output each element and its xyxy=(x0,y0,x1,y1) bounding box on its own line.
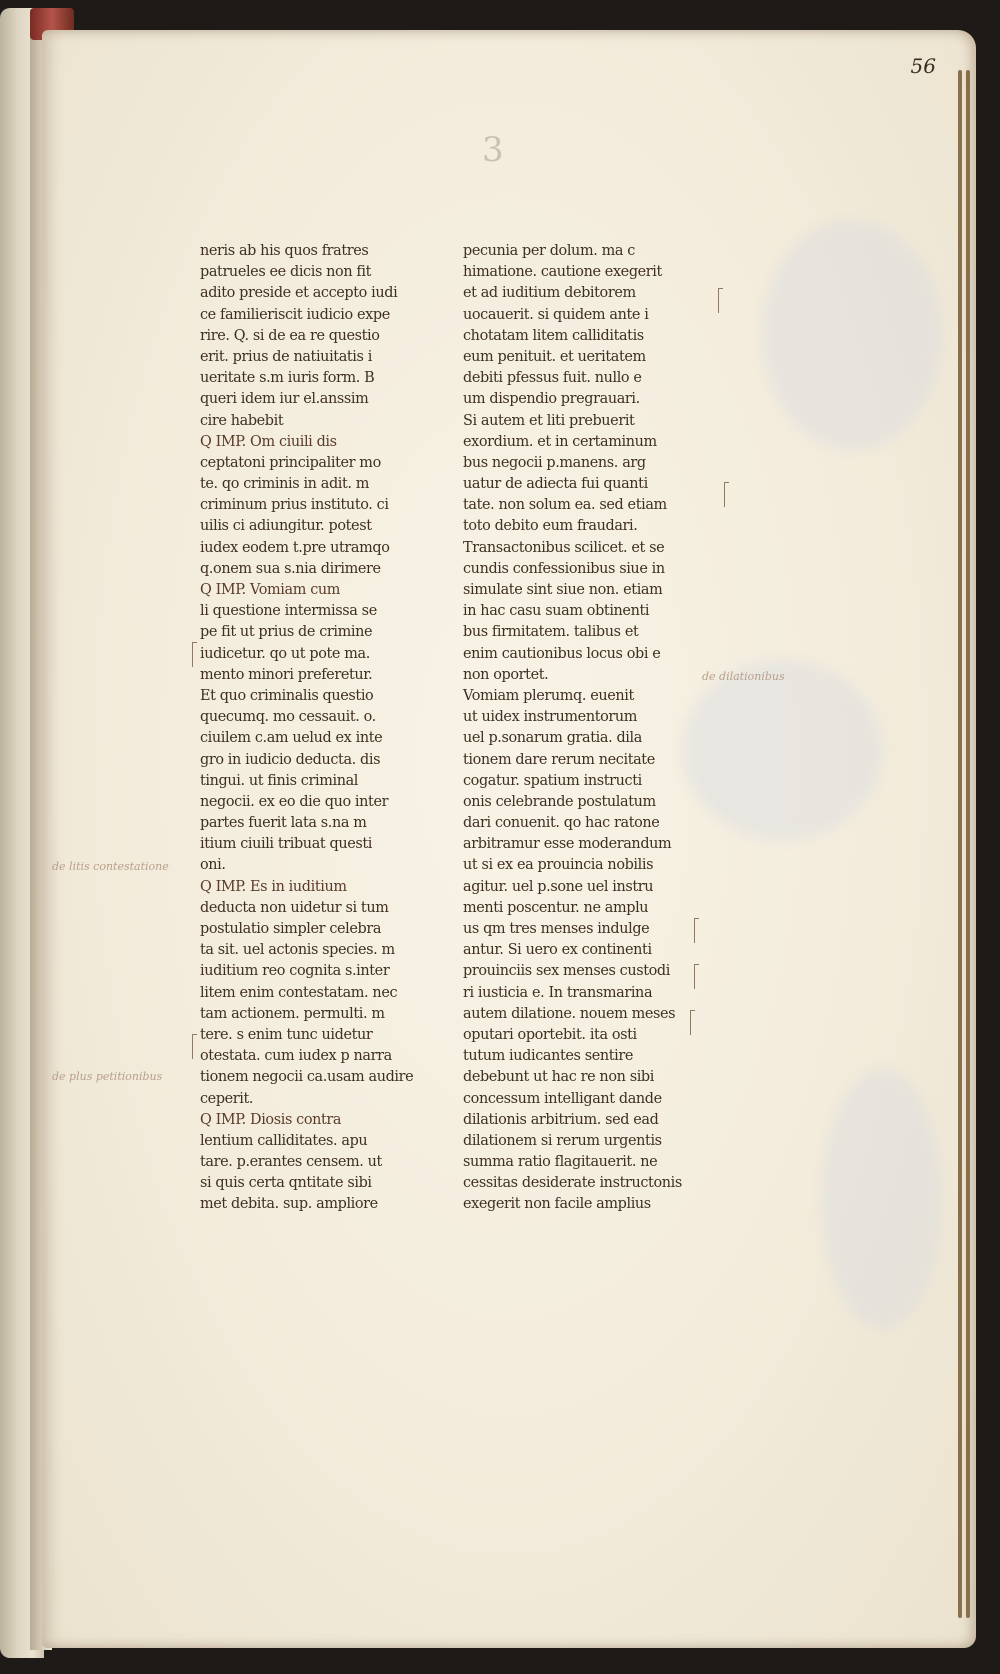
text-line: simulate sint siue non. etiam xyxy=(463,580,663,598)
text-line: uatur de adiecta fui quanti xyxy=(463,474,648,493)
text-line: negocii. ex eo die quo inter xyxy=(200,791,389,810)
text-line: ri iusticia e. In transmarina xyxy=(463,982,653,1001)
paragraph-bracket xyxy=(192,642,197,667)
text-line: bus firmitatem. talibus et xyxy=(463,622,639,641)
text-line: iudex eodem t.pre utramqo xyxy=(200,537,390,556)
stain xyxy=(822,1070,942,1330)
text-line: prouinciis sex menses custodi xyxy=(463,961,670,980)
text-line: tingui. ut finis criminal xyxy=(200,770,359,789)
text-line: Si autem et liti prebuerit xyxy=(463,410,635,429)
marginal-note-plus-petitionibus: de plus petitionibus xyxy=(52,1070,163,1083)
text-line: cire habebit xyxy=(200,410,284,429)
text-line: quecumq. mo cessauit. o. xyxy=(200,707,376,726)
text-line: um dispendio pregrauari. xyxy=(463,389,640,408)
text-line: partes fuerit lata s.na m xyxy=(200,813,367,832)
text-line: enim cautionibus locus obi e xyxy=(463,643,661,662)
text-line: toto debito eum fraudari. xyxy=(463,516,638,535)
text-line: litem enim contestatam. nec xyxy=(200,982,398,1001)
text-line: menti poscentur. ne amplu xyxy=(463,897,649,916)
text-line: tionem dare rerum necitate xyxy=(463,749,655,768)
text-line: agitur. uel p.sone uel instru xyxy=(463,876,654,895)
text-line: antur. Si uero ex continenti xyxy=(463,940,652,959)
text-line: neris ab his quos fratres xyxy=(200,241,369,259)
paragraph-bracket xyxy=(718,288,723,313)
text-line: ce familieriscit iudicio expe xyxy=(200,304,390,323)
text-line: summa ratio flagitauerit. ne xyxy=(463,1152,658,1171)
text-line: ta sit. uel actonis species. m xyxy=(200,940,395,959)
paragraph-bracket xyxy=(694,964,699,989)
text-line: pe fit ut prius de crimine xyxy=(200,622,373,641)
text-line: autem dilatione. nouem meses xyxy=(463,1003,676,1022)
text-line: iudicetur. qo ut pote ma. xyxy=(200,643,370,662)
text-line: deducta non uidetur si tum xyxy=(200,897,389,916)
text-line: cundis confessionibus siue in xyxy=(463,558,665,577)
stain xyxy=(682,660,882,840)
text-line: tutum iudicantes sentire xyxy=(463,1046,634,1065)
text-line: Transactonibus scilicet. et se xyxy=(463,537,665,556)
text-line: uocauerit. si quidem ante i xyxy=(463,304,649,323)
marginal-note-dilationibus: de dilationibus xyxy=(702,670,785,683)
text-line: dari conuenit. qo hac ratone xyxy=(463,813,660,832)
text-line: himatione. cautione exegerit xyxy=(463,262,662,281)
paragraph-bracket xyxy=(192,1034,197,1059)
text-line: iuditium reo cognita s.inter xyxy=(200,961,390,980)
text-line: tionem negocii ca.usam audire xyxy=(200,1067,414,1086)
text-line: tate. non solum ea. sed etiam xyxy=(463,495,667,514)
pencil-mark: 3 xyxy=(482,130,504,170)
text-line: Q IMP. Diosis contra xyxy=(200,1109,342,1128)
text-line: Vomiam plerumq. euenit xyxy=(463,685,634,704)
text-line: uilis ci adiungitur. potest xyxy=(200,516,372,535)
left-text-column xyxy=(200,240,440,1215)
text-line: ceptatoni principaliter mo xyxy=(200,452,381,471)
text-line: Et quo criminalis questio xyxy=(200,685,374,704)
text-line: li questione intermissa se xyxy=(200,601,377,620)
marginal-note-litis-contestatione: de litis contestatione xyxy=(52,860,169,873)
text-line: ut uidex instrumentorum xyxy=(463,707,638,726)
text-line: eum penituit. et ueritatem xyxy=(463,346,646,365)
text-line: te. qo criminis in adit. m xyxy=(200,474,370,493)
text-line: tere. s enim tunc uidetur xyxy=(200,1024,373,1043)
text-line: tare. p.erantes censem. ut xyxy=(200,1152,382,1171)
text-line: dilationis arbitrium. sed ead xyxy=(463,1109,659,1128)
text-line: lentium calliditates. apu xyxy=(200,1130,368,1149)
text-line: chotatam litem calliditatis xyxy=(463,325,644,344)
text-line: postulatio simpler celebra xyxy=(200,919,382,937)
text-line: mento minori preferetur. xyxy=(200,664,373,683)
text-line: exordium. et in certaminum xyxy=(463,431,657,450)
text-line: cessitas desiderate instructonis xyxy=(463,1173,682,1192)
text-line: Q IMP. Om ciuili dis xyxy=(200,431,337,450)
right-text-column xyxy=(463,240,703,1215)
paragraph-bracket xyxy=(690,1010,695,1035)
text-line: oputari oportebit. ita osti xyxy=(463,1024,637,1043)
folio-number: 56 xyxy=(910,54,936,78)
text-line: queri idem iur el.anssim xyxy=(200,389,369,408)
text-line: in hac casu suam obtinenti xyxy=(463,601,650,620)
text-line: onis celebrande postulatum xyxy=(463,791,656,810)
paragraph-bracket xyxy=(694,918,699,943)
text-line: debebunt ut hac re non sibi xyxy=(463,1067,654,1086)
paragraph-bracket xyxy=(724,482,729,507)
text-line: oni. xyxy=(200,855,226,874)
text-line: uel p.sonarum gratia. dila xyxy=(463,728,642,747)
text-line: patrueles ee dicis non fit xyxy=(200,262,371,281)
text-line: pecunia per dolum. ma c xyxy=(463,241,635,259)
text-line: Q IMP. Vomiam cum xyxy=(200,580,341,598)
text-line: debiti pfessus fuit. nullo e xyxy=(463,368,642,387)
text-line: concessum intelligant dande xyxy=(463,1088,662,1107)
text-line: itium ciuili tribuat questi xyxy=(200,834,372,853)
fore-edge xyxy=(966,70,970,1618)
text-line: otestata. cum iudex p narra xyxy=(200,1046,392,1065)
manuscript-page xyxy=(42,30,976,1648)
text-line: ut si ex ea prouincia nobilis xyxy=(463,855,654,874)
text-line: cogatur. spatium instructi xyxy=(463,770,642,789)
text-line: q.onem sua s.nia dirimere xyxy=(200,558,381,577)
text-line: exegerit non facile amplius xyxy=(463,1194,651,1213)
text-line: us qm tres menses indulge xyxy=(463,919,650,937)
text-line: met debita. sup. ampliore xyxy=(200,1194,378,1213)
text-line: rire. Q. si de ea re questio xyxy=(200,325,380,344)
text-line: dilationem si rerum urgentis xyxy=(463,1130,662,1149)
text-line: bus negocii p.manens. arg xyxy=(463,452,646,471)
text-line: ueritate s.m iuris form. B xyxy=(200,368,375,387)
text-line: gro in iudicio deducta. dis xyxy=(200,749,381,768)
fore-edge xyxy=(958,70,962,1618)
text-line: Q IMP. Es in iuditium xyxy=(200,876,347,895)
text-line: ceperit. xyxy=(200,1088,254,1107)
text-line: ciuilem c.am uelud ex inte xyxy=(200,728,383,747)
text-line: erit. prius de natiuitatis i xyxy=(200,346,372,365)
text-line: tam actionem. permulti. m xyxy=(200,1003,385,1022)
text-line: adito preside et accepto iudi xyxy=(200,283,398,302)
text-line: si quis certa qntitate sibi xyxy=(200,1173,372,1192)
text-line: arbitramur esse moderandum xyxy=(463,834,672,853)
text-line: criminum prius instituto. ci xyxy=(200,495,389,514)
text-line: et ad iuditium debitorem xyxy=(463,283,636,302)
text-line: non oportet. xyxy=(463,664,549,683)
stain xyxy=(762,220,942,450)
